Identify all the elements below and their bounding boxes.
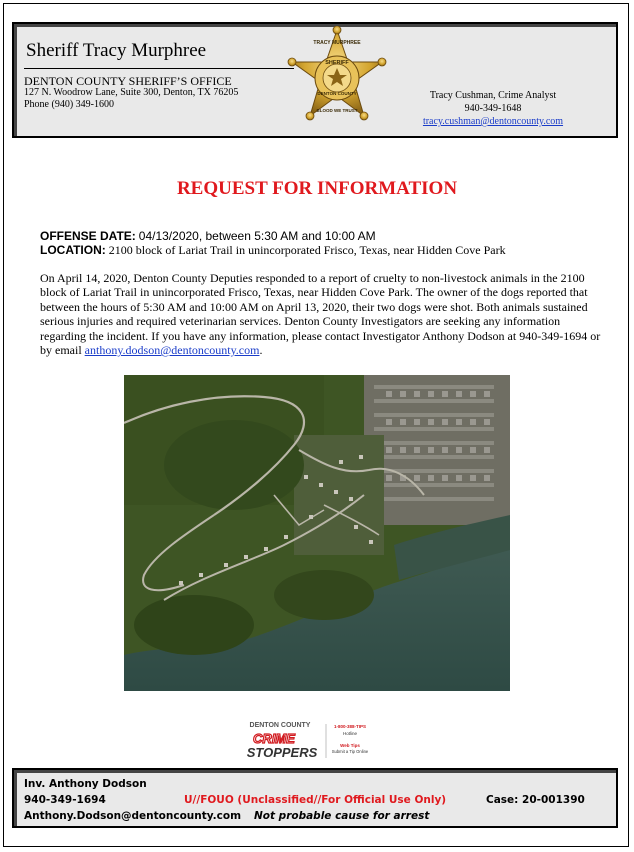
cs-webtips-label: Web Tips	[340, 743, 360, 748]
office-address: 127 N. Woodrow Lane, Suite 300, Denton, TX 76205	[24, 87, 239, 98]
page-title: REQUEST FOR INFORMATION	[176, 178, 458, 199]
incident-narrative	[40, 271, 606, 357]
footer-investigator: Inv. Anthony Dodson	[24, 778, 147, 790]
footer-box	[12, 768, 618, 828]
cs-crime-text: CRIME	[253, 731, 295, 746]
offense-details	[40, 229, 506, 257]
narrative-text: On April 14, 2020, Denton County Deputies responded to a report of cruelty to non-livestock animals in the 2100 block of Lariat Trail in unincorporated Frisco, Texas, near Hidden Cove Park. The owner of the dogs reported that between the hours of 5:30 AM and 10:00 AM on April 13, 2020, their two dogs were shot. Both animals sustained serious injuries and required veterinarian services. Denton County Investigators are seeking any information regarding the incident. If you have any information, please contact Investigator Anthony Dodson at 940-349-1694 or by email	[40, 271, 601, 358]
narrative-end: .	[259, 343, 263, 358]
analyst-name: Tracy Cushman, Crime Analyst	[429, 90, 557, 101]
footer-email: Anthony.Dodson@dentoncounty.com	[24, 810, 242, 822]
offense-date-label: OFFENSE DATE:	[40, 229, 136, 243]
location-label: LOCATION:	[40, 243, 106, 257]
office-name: DENTON COUNTY SHERIFF’S OFFICE	[24, 74, 232, 88]
footer-disclaimer: Not probable cause for arrest	[254, 810, 430, 822]
cs-county-text: DENTON COUNTY	[249, 722, 311, 729]
office-phone: Phone (940) 349-1600	[24, 99, 114, 110]
header-rule	[24, 68, 294, 69]
footer-phone: 940-349-1694	[24, 794, 106, 806]
analyst-email-link[interactable]: tracy.cushman@dentoncounty.com	[422, 116, 564, 127]
analyst-contact	[398, 89, 588, 128]
location-value: 2100 block of Lariat Trail in unincorporated Frisco, Texas, near Hidden Cove Park	[108, 243, 506, 257]
crime-stoppers-logo	[244, 718, 380, 762]
investigator-email-link[interactable]: anthony.dodson@dentoncounty.com	[84, 343, 260, 358]
aerial-map-image	[124, 375, 510, 691]
sheriff-badge-logo	[284, 26, 390, 134]
badge-center-text: SHERIFF	[325, 60, 349, 66]
badge-bottom-text: BLOOD WE TRUST	[316, 108, 358, 113]
offense-date-row	[40, 229, 506, 243]
offense-date-value: 04/13/2020, between 5:30 AM and 10:00 AM	[138, 229, 376, 243]
badge-top-text: TRACY MURPHREE	[313, 40, 361, 46]
analyst-phone: 940-349-1648	[464, 103, 522, 114]
cs-hotline-number: 1-800-388-TIPS	[333, 724, 367, 729]
letterhead	[12, 22, 618, 138]
cs-stoppers-text: STOPPERS	[246, 745, 318, 760]
cs-webtips-sub: Submit a Tip Online	[331, 749, 369, 754]
footer-classification: U//FOUO (Unclassified//For Official Use Only)	[184, 794, 447, 806]
location-row	[40, 243, 506, 257]
sheriff-name: Sheriff Tracy Murphree	[26, 40, 207, 61]
cs-hotline-label: Hotline	[342, 731, 358, 736]
badge-ring-text: DENTON COUNTY	[317, 91, 357, 96]
footer-case-number: Case: 20-001390	[486, 794, 585, 806]
